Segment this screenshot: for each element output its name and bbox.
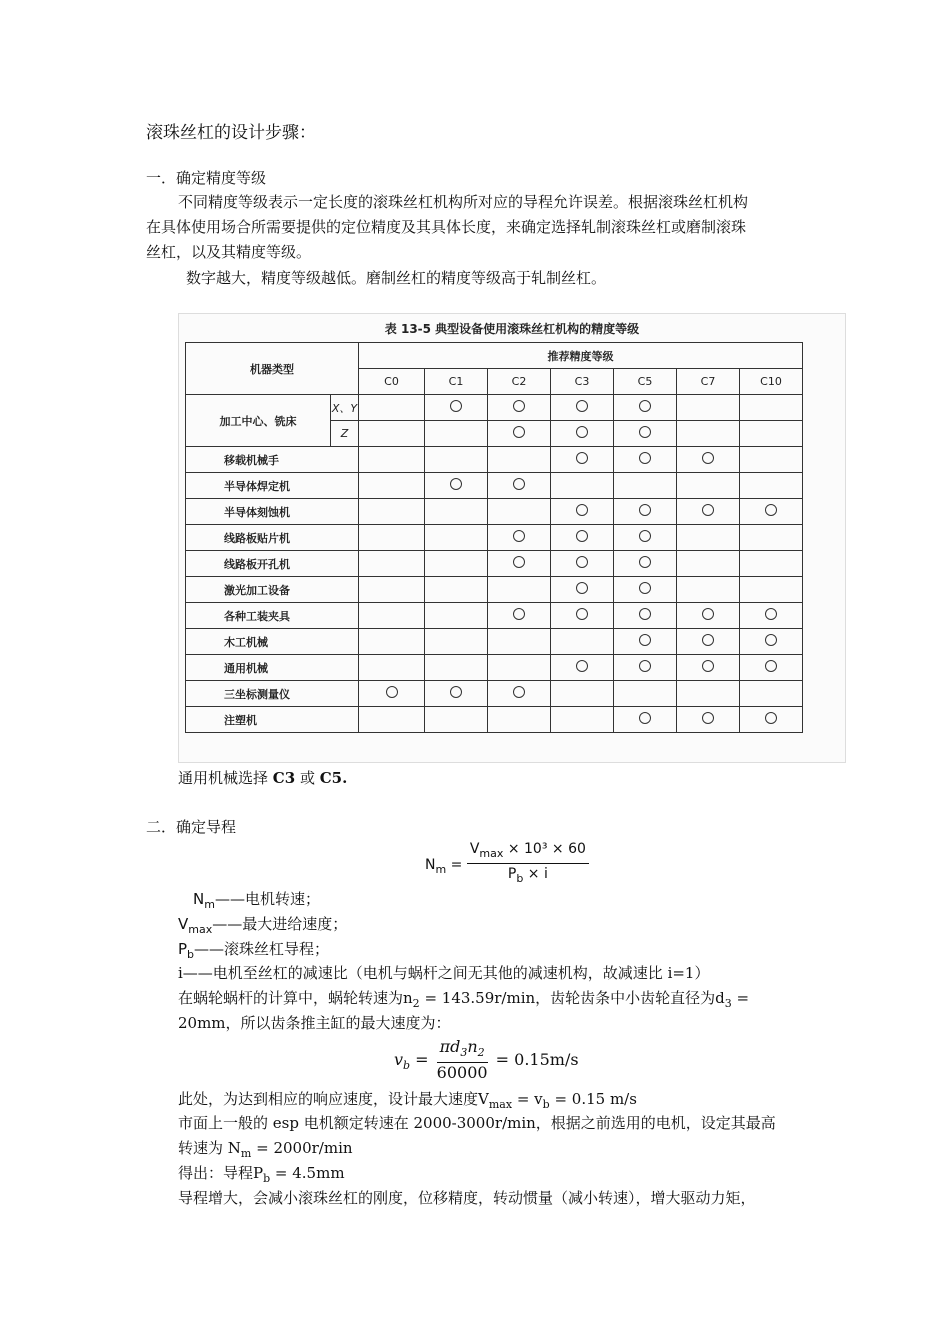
grade-cell bbox=[677, 395, 740, 421]
recommended-circle-icon bbox=[702, 634, 714, 646]
grade-cell bbox=[425, 525, 488, 551]
recommended-circle-icon bbox=[639, 556, 651, 568]
grade-cell bbox=[740, 629, 803, 655]
vb-lhs: $v_b$ = bbox=[394, 1050, 434, 1072]
recommended-circle-icon bbox=[639, 582, 651, 594]
speed-formula bbox=[425, 840, 589, 889]
machine-name: 线路板贴片机 bbox=[186, 525, 359, 551]
recommended-circle-icon bbox=[513, 426, 525, 438]
recommended-circle-icon bbox=[639, 634, 651, 646]
grade-cell bbox=[614, 473, 677, 499]
grade-cell bbox=[551, 707, 614, 733]
grade-cell bbox=[740, 681, 803, 707]
grade-cell bbox=[677, 499, 740, 525]
machine-group-label: 加工中心、铣床 bbox=[186, 395, 331, 447]
grade-cell bbox=[677, 629, 740, 655]
grade-cell bbox=[614, 499, 677, 525]
grade-cell bbox=[359, 473, 425, 499]
grade-cell bbox=[677, 655, 740, 681]
grade-col-c7: C7 bbox=[677, 369, 740, 395]
grade-cell bbox=[677, 603, 740, 629]
grade-cell bbox=[488, 655, 551, 681]
market-line1: 市面上一般的 esp 电机额定转速在 2000-3000r/min，根据之前选用的电机，设定其最高 bbox=[178, 1114, 776, 1132]
machine-name: 注塑机 bbox=[186, 707, 359, 733]
grade-cell bbox=[488, 447, 551, 473]
grade-cell bbox=[614, 655, 677, 681]
calc-line1: 在蜗轮蜗杆的计算中，蜗轮转速为$n_2 = 143.59r/\min$，齿轮齿条中小齿轮直径为$d_3$ = bbox=[178, 989, 750, 1010]
table-row bbox=[186, 473, 803, 499]
formula-denominator: $P_b \times i$ bbox=[507, 866, 548, 885]
table-row bbox=[186, 499, 803, 525]
recommended-circle-icon bbox=[765, 634, 777, 646]
grade-cell bbox=[677, 473, 740, 499]
table-row bbox=[186, 395, 803, 421]
recommended-circle-icon bbox=[513, 608, 525, 620]
recommended-circle-icon bbox=[639, 400, 651, 412]
grade-cell bbox=[425, 473, 488, 499]
vb-numerator: $\pi d_3n_2$ bbox=[437, 1038, 488, 1063]
note-prefix: 通用机械选择 bbox=[178, 769, 273, 787]
section1-para1-line3: 丝杠，以及其精度等级。 bbox=[146, 243, 312, 261]
def-i: i——电机至丝杠的减速比（电机与蜗杆之间无其他的减速机构，故减速比 i=1） bbox=[178, 964, 710, 982]
section1-para1-line1: 不同精度等级表示一定长度的滚珠丝杠机构所对应的导程允许误差。根据滚珠丝杠机构 bbox=[178, 193, 749, 211]
recommended-circle-icon bbox=[513, 478, 525, 490]
machine-name: 通用机械 bbox=[186, 655, 359, 681]
machine-name: 线路板开孔机 bbox=[186, 551, 359, 577]
recommended-circle-icon bbox=[639, 660, 651, 672]
recommended-circle-icon bbox=[576, 556, 588, 568]
recommended-circle-icon bbox=[639, 712, 651, 724]
recommended-circle-icon bbox=[702, 608, 714, 620]
grade-cell bbox=[359, 629, 425, 655]
recommended-circle-icon bbox=[765, 608, 777, 620]
machine-name: 激光加工设备 bbox=[186, 577, 359, 603]
grade-cell bbox=[740, 421, 803, 447]
grade-col-c5: C5 bbox=[614, 369, 677, 395]
table-row bbox=[186, 551, 803, 577]
grade-cell bbox=[740, 707, 803, 733]
grade-cell bbox=[740, 473, 803, 499]
recommended-circle-icon bbox=[513, 530, 525, 542]
table-row bbox=[186, 681, 803, 707]
grade-cell bbox=[359, 707, 425, 733]
table-caption: 表 13-5 典型设备使用滚珠丝杠机构的精度等级 bbox=[384, 322, 640, 336]
recommended-circle-icon bbox=[450, 686, 462, 698]
grade-cell bbox=[488, 707, 551, 733]
recommended-circle-icon bbox=[576, 426, 588, 438]
grade-cell bbox=[614, 681, 677, 707]
grade-cell bbox=[359, 655, 425, 681]
axis-label-z: Z bbox=[331, 421, 359, 447]
grade-cell bbox=[740, 577, 803, 603]
grade-cell bbox=[614, 447, 677, 473]
grade-col-c3: C3 bbox=[551, 369, 614, 395]
grade-cell bbox=[740, 395, 803, 421]
recommended-circle-icon bbox=[513, 556, 525, 568]
recommended-circle-icon bbox=[639, 608, 651, 620]
section2-heading: 二．确定导程 bbox=[146, 818, 237, 836]
grade-cell bbox=[740, 525, 803, 551]
grade-col-c1: C1 bbox=[425, 369, 488, 395]
recommended-circle-icon bbox=[513, 686, 525, 698]
recommended-circle-icon bbox=[386, 686, 398, 698]
grade-cell bbox=[551, 499, 614, 525]
grade-cell bbox=[551, 447, 614, 473]
machine-name: 三坐标测量仪 bbox=[186, 681, 359, 707]
recommended-circle-icon bbox=[765, 660, 777, 672]
grade-cell bbox=[551, 629, 614, 655]
recommended-circle-icon bbox=[576, 608, 588, 620]
grade-cell bbox=[551, 603, 614, 629]
recommended-circle-icon bbox=[702, 712, 714, 724]
machine-name: 木工机械 bbox=[186, 629, 359, 655]
grade-col-c0: C0 bbox=[359, 369, 425, 395]
grade-cell bbox=[740, 499, 803, 525]
note-or: 或 bbox=[295, 769, 320, 787]
section1-para1-line2: 在具体使用场合所需要提供的定位精度及其具体长度，来确定选择轧制滚珠丝杠或磨制滚珠 bbox=[146, 218, 747, 236]
recommended-circle-icon bbox=[702, 660, 714, 672]
grade-cell bbox=[425, 551, 488, 577]
recommended-circle-icon bbox=[576, 582, 588, 594]
formula-numerator: $V_{max} \times 10^3 \times 60$ bbox=[467, 840, 589, 864]
table-row bbox=[186, 707, 803, 733]
grade-cell bbox=[359, 603, 425, 629]
machine-name: 半导体焊定机 bbox=[186, 473, 359, 499]
formula-fraction bbox=[467, 840, 589, 889]
grade-cell bbox=[614, 707, 677, 733]
grade-cell bbox=[425, 629, 488, 655]
grade-cell bbox=[359, 577, 425, 603]
grade-cell bbox=[425, 707, 488, 733]
grade-cell bbox=[677, 525, 740, 551]
grade-cell bbox=[425, 421, 488, 447]
grade-cell bbox=[425, 447, 488, 473]
grade-cell bbox=[551, 577, 614, 603]
vb-denominator: 60000 bbox=[436, 1063, 488, 1082]
recommended-circle-icon bbox=[702, 452, 714, 464]
grade-cell bbox=[488, 395, 551, 421]
after-table-note bbox=[178, 766, 347, 790]
recommended-circle-icon bbox=[702, 504, 714, 516]
recommended-circle-icon bbox=[639, 426, 651, 438]
grade-cell bbox=[740, 447, 803, 473]
def-vmax: $V_{max}——$最大进给速度； bbox=[178, 915, 348, 936]
grade-cell bbox=[614, 629, 677, 655]
grade-col-c10: C10 bbox=[740, 369, 803, 395]
grade-cell bbox=[551, 525, 614, 551]
grade-col-c2: C2 bbox=[488, 369, 551, 395]
grade-cell bbox=[488, 525, 551, 551]
table-row bbox=[186, 655, 803, 681]
grade-cell bbox=[425, 603, 488, 629]
formula-lhs: $N_m$ = bbox=[425, 856, 467, 876]
grade-cell bbox=[359, 551, 425, 577]
grade-cell bbox=[614, 395, 677, 421]
recommended-circle-icon bbox=[639, 452, 651, 464]
grade-cell bbox=[425, 577, 488, 603]
grade-cell bbox=[488, 577, 551, 603]
grade-header: 推荐精度等级 bbox=[359, 343, 803, 369]
grade-cell bbox=[614, 551, 677, 577]
grade-cell bbox=[551, 551, 614, 577]
recommended-circle-icon bbox=[576, 660, 588, 672]
grade-cell bbox=[425, 655, 488, 681]
grade-cell bbox=[488, 473, 551, 499]
def-nm: $N_m——$电机转速； bbox=[193, 890, 320, 911]
grade-cell bbox=[614, 603, 677, 629]
grade-cell bbox=[488, 681, 551, 707]
grade-cell bbox=[488, 499, 551, 525]
grade-cell bbox=[677, 447, 740, 473]
grade-cell bbox=[614, 421, 677, 447]
grade-cell bbox=[614, 525, 677, 551]
grade-cell bbox=[425, 395, 488, 421]
axis-label-xy: X、Y bbox=[331, 395, 359, 421]
grade-cell bbox=[488, 421, 551, 447]
grade-cell bbox=[551, 681, 614, 707]
recommended-circle-icon bbox=[576, 530, 588, 542]
precision-table bbox=[185, 342, 803, 733]
market-line2: 转速为 $N_m = 2000r/\min$ bbox=[178, 1139, 353, 1160]
recommended-circle-icon bbox=[765, 504, 777, 516]
recommended-circle-icon bbox=[765, 712, 777, 724]
grade-cell bbox=[740, 603, 803, 629]
recommended-circle-icon bbox=[639, 530, 651, 542]
machine-name: 移载机械手 bbox=[186, 447, 359, 473]
table-row bbox=[186, 629, 803, 655]
grade-cell bbox=[488, 603, 551, 629]
note-c3: C3 bbox=[272, 769, 296, 787]
precision-table-image bbox=[178, 313, 846, 763]
result-line: 得出：导程$P_b = 4.5mm$ bbox=[178, 1164, 345, 1185]
table-row bbox=[186, 447, 803, 473]
grade-cell bbox=[551, 655, 614, 681]
page-title: 滚珠丝杠的设计步骤： bbox=[146, 123, 316, 143]
table-row bbox=[186, 577, 803, 603]
def-pb: $P_b——$滚珠丝杠导程； bbox=[178, 940, 330, 961]
recommended-circle-icon bbox=[576, 400, 588, 412]
section1-para2: 数字越大，精度等级越低。磨制丝杠的精度等级高于轧制丝杠。 bbox=[186, 269, 607, 287]
section1-heading: 一．确定精度等级 bbox=[146, 169, 267, 187]
machine-name: 各种工装夹具 bbox=[186, 603, 359, 629]
grade-cell bbox=[359, 447, 425, 473]
machine-name: 半导体刻蚀机 bbox=[186, 499, 359, 525]
grade-cell bbox=[359, 525, 425, 551]
grade-cell bbox=[488, 551, 551, 577]
last-line: 导程增大，会减小滚珠丝杠的刚度，位移精度，转动惯量（减小转速），增大驱动力矩， bbox=[178, 1189, 756, 1207]
grade-cell bbox=[551, 421, 614, 447]
grade-cell bbox=[614, 577, 677, 603]
grade-cell bbox=[425, 681, 488, 707]
grade-cell bbox=[677, 421, 740, 447]
machine-type-header: 机器类型 bbox=[186, 343, 359, 395]
grade-cell bbox=[359, 499, 425, 525]
grade-cell bbox=[677, 681, 740, 707]
grade-cell bbox=[359, 395, 425, 421]
grade-cell bbox=[551, 395, 614, 421]
recommended-circle-icon bbox=[513, 400, 525, 412]
vb-formula bbox=[394, 1038, 579, 1083]
table-row bbox=[186, 525, 803, 551]
vb-fraction bbox=[434, 1038, 491, 1083]
response-line: 此处，为达到相应的响应速度，设计最大速度$V_{max} = v_b = 0.15$ m/s bbox=[178, 1090, 637, 1111]
grade-cell bbox=[359, 421, 425, 447]
recommended-circle-icon bbox=[576, 504, 588, 516]
recommended-circle-icon bbox=[639, 504, 651, 516]
grade-cell bbox=[740, 655, 803, 681]
grade-cell bbox=[677, 707, 740, 733]
grade-cell bbox=[677, 577, 740, 603]
grade-cell bbox=[551, 473, 614, 499]
grade-cell bbox=[740, 551, 803, 577]
calc-line2: 20mm，所以齿条推主缸的最大速度为： bbox=[178, 1014, 451, 1032]
grade-cell bbox=[359, 681, 425, 707]
grade-cell bbox=[425, 499, 488, 525]
recommended-circle-icon bbox=[450, 478, 462, 490]
recommended-circle-icon bbox=[450, 400, 462, 412]
grade-cell bbox=[677, 551, 740, 577]
note-c5: C5. bbox=[319, 769, 348, 787]
table-row bbox=[186, 603, 803, 629]
recommended-circle-icon bbox=[576, 452, 588, 464]
grade-cell bbox=[488, 629, 551, 655]
vb-result: = 0.15m/s bbox=[495, 1050, 579, 1069]
